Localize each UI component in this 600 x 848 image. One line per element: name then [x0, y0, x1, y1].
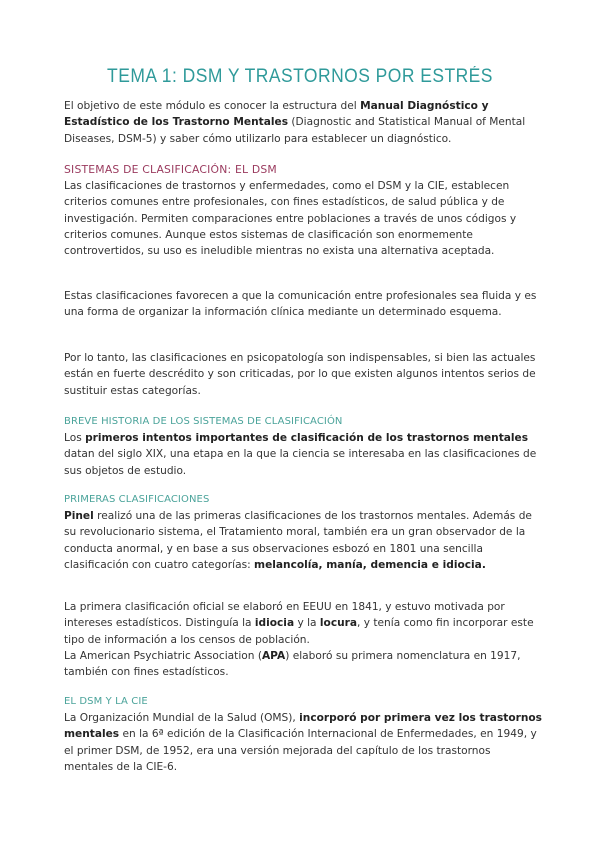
- section-dsm: [64, 162, 542, 259]
- history-bold-1: primeros intentos importantes de clasificación de los trastornos mentales: [85, 432, 529, 444]
- section-dsm-cie-paragraph: [64, 710, 542, 775]
- first-p2-bold-idiocia: idiocia: [254, 617, 295, 630]
- section-history: [64, 414, 542, 479]
- first-p2-text-2: y la: [294, 617, 320, 630]
- page-title: TEMA 1: DSM Y TRASTORNOS POR ESTRÉS: [107, 66, 493, 87]
- section-history-paragraph: [64, 430, 542, 479]
- first-p2-text-1: La primera clasificación oficial se elaboró en EEUU en 1841, y estuvo motivada por intereses estadísticos. Distinguía la: [64, 601, 505, 630]
- section-heading-dsm: SISTEMAS DE CLASIFICACIÓN: EL DSM: [64, 163, 277, 176]
- section-dsm-paragraph-1: Las clasificaciones de trastornos y enfermedades, como el DSM y la CIE, establecen criterios comunes entre profesionales, con fines estadísticos, de salud pública y de investigación. Permiten comparaciones entre poblaciones a través de unos códigos y criterios comunes. Aunque estos sistemas de clasificación son enormemente controvertidos, su uso es ineludible mientras no exista una alternativa aceptada.: [64, 180, 517, 258]
- first-bold-pinel: Pinel: [64, 510, 94, 522]
- section-dsm-paragraph-3: Por lo tanto, las clasificaciones en psicopatología son indispensables, si bien las actuales están en fuerte descrédito y son criticadas, por lo que existen algunos intentos serios de sustituir estas categorías.: [64, 352, 536, 397]
- intro-text-2: (Diagnostic and Statistical Manual of Mental Diseases, DSM-5) y saber cómo utilizarlo para establecer un diagnóstico.: [64, 116, 526, 145]
- section-dsm-paragraph-2: Estas clasificaciones favorecen a que la comunicación entre profesionales sea fluida y es una forma de organizar la información clínica mediante un determinado esquema.: [64, 290, 537, 319]
- section-first-classifications: [64, 492, 542, 573]
- section-first-paragraph-3: [64, 648, 542, 681]
- intro-block: [64, 98, 542, 147]
- history-text-1: Los: [64, 432, 86, 444]
- section-heading-dsm-cie: EL DSM Y LA CIE: [64, 696, 148, 707]
- first-p2-bold-locura: locura: [319, 617, 358, 630]
- history-text-2: datan del siglo XIX, una etapa en la que la ciencia se interesaba en las clasificaciones de sus objetos de estudio.: [64, 448, 537, 477]
- dsm-cie-text-1: La Organización Mundial de la Salud (OMS),: [64, 712, 300, 724]
- section-first-para2: [64, 599, 542, 680]
- first-p3-text-1: La American Psychiatric Association (: [64, 649, 262, 662]
- first-bold-categories: melancolía, manía, demencia e idiocia.: [254, 558, 486, 571]
- section-heading-first-classifications: PRIMERAS CLASIFICACIONES: [64, 494, 210, 505]
- section-heading-history: BREVE HISTORIA DE LOS SISTEMAS DE CLASIFICACIÓN: [64, 416, 343, 427]
- section-first-paragraph-2: [64, 599, 542, 648]
- first-p2-text-3: , y tenía como fin incorporar este tipo de información a los censos de población.: [64, 617, 534, 646]
- intro-bold-1: Manual Diagnóstico y Estadístico de los Trastorno Mentales: [64, 100, 489, 129]
- first-p3-text-2: ) elaboró su primera nomenclatura en 1917, también con fines estadísticos.: [64, 649, 521, 679]
- dsm-cie-bold-1: incorporó por primera vez los trastornos mentales: [64, 712, 542, 741]
- section-first-paragraph-1: [64, 508, 542, 573]
- dsm-cie-text-2: en la 6ª edición de la Clasificación Internacional de Enfermedades, en 1949, y el primer DSM, de 1952, era una versión mejorada del capítulo de los trastornos mentales de la CIE-6.: [64, 728, 537, 773]
- first-text-1: realizó una de las primeras clasificaciones de los trastornos mentales. Además de su revolucionario sistema, el Tratamiento moral, también era un gran observador de la conducta anormal, y en base a sus observaciones esbozó en 1801 una sencilla clasificación con cuatro categorías:: [64, 510, 532, 571]
- section-dsm-cie: [64, 694, 542, 775]
- intro-paragraph: [64, 98, 542, 147]
- section-dsm-para2: [64, 288, 542, 321]
- intro-text-1: El objetivo de este módulo es conocer la estructura del: [64, 100, 361, 112]
- first-p3-bold-apa: APA: [261, 649, 286, 662]
- section-dsm-para3: [64, 350, 542, 399]
